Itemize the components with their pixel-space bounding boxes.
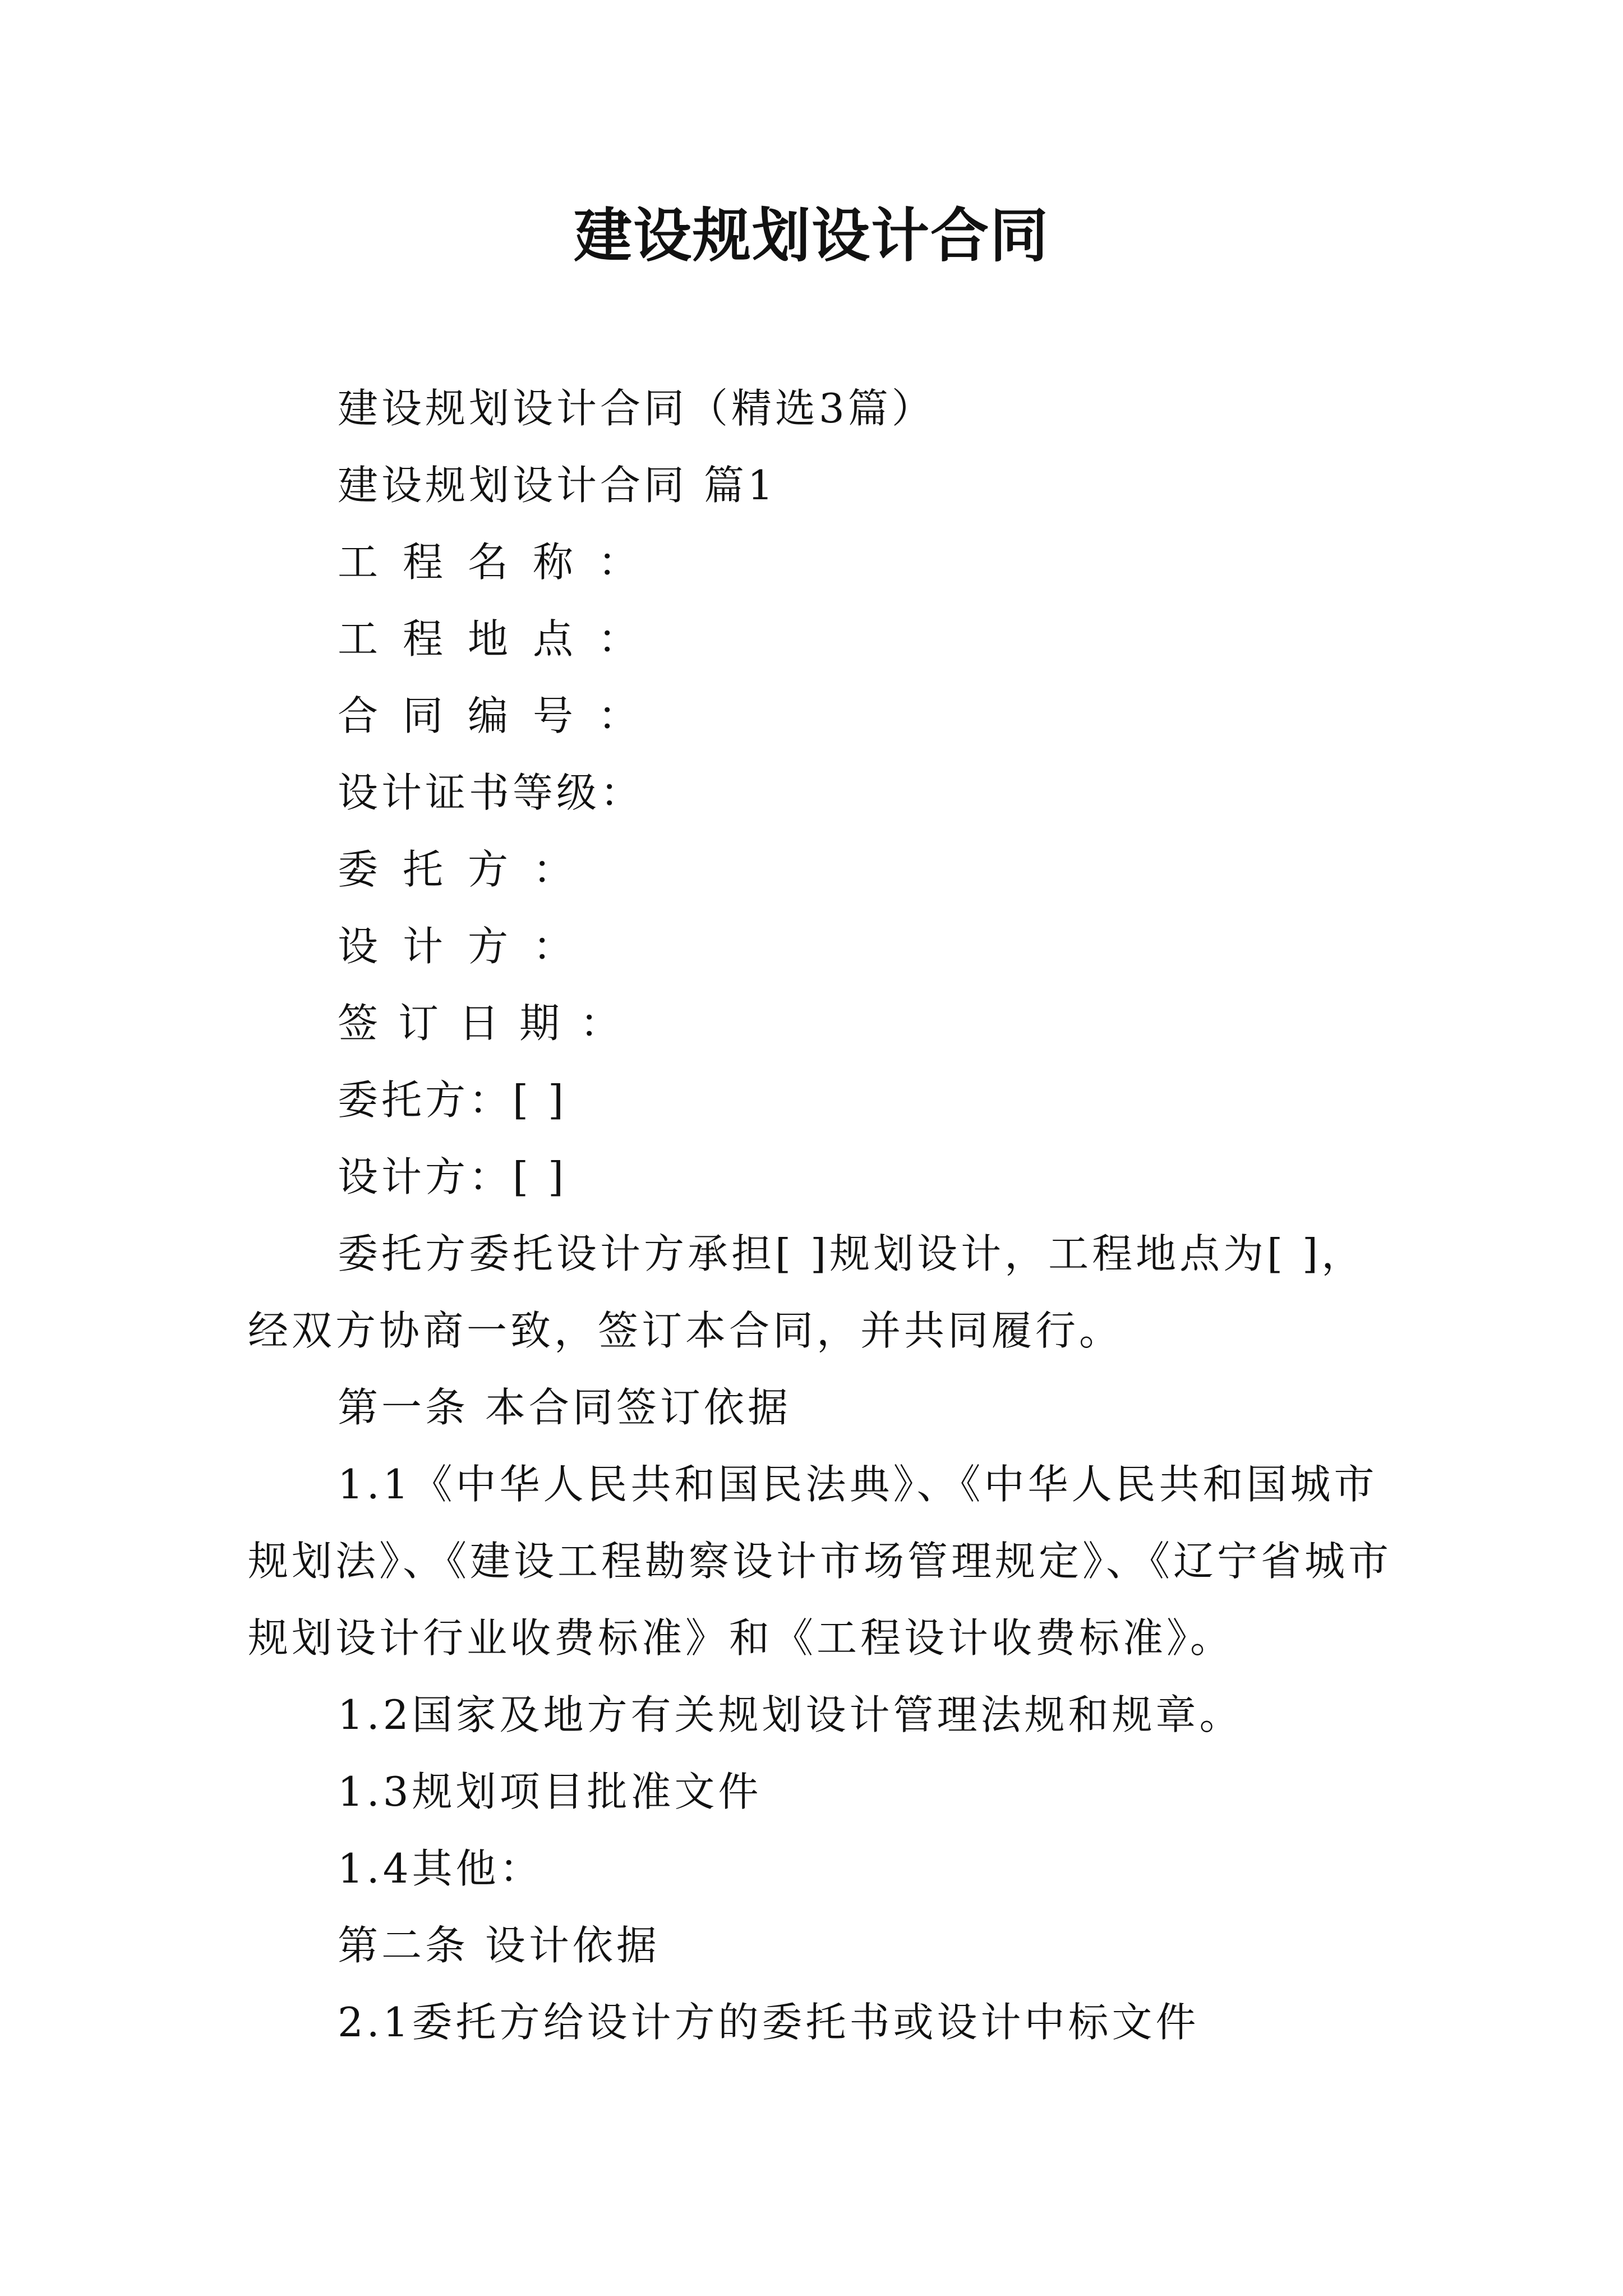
clause-1-2: 1.2国家及地方有关规划设计管理法规和规章。	[338, 1691, 1243, 1738]
article-1-heading: 第一条 本合同签订依据	[338, 1384, 791, 1431]
field-designer: 设计方：	[338, 923, 598, 970]
paragraph-intro: 委托方委托设计方承担[ ]规划设计，工程地点为[ ]，经双方协商一致，签订本合同，并共同履行。	[248, 1230, 1366, 1354]
clause-2-1: 2.1委托方给设计方的委托书或设计中标文件	[338, 1999, 1200, 2046]
field-project-location: 工程地点：	[338, 615, 663, 662]
field-client-blank: 委托方：[ ]	[338, 1076, 568, 1124]
field-certificate-level: 设计证书等级：	[338, 769, 644, 816]
paragraph-subtitle: 建设规划设计合同（精选3篇）	[338, 385, 935, 432]
clause-1-4: 1.4其他：	[338, 1845, 543, 1892]
clause-1-1: 1.1《中华人民共和国民法典》、《中华人民共和国城市规划法》、《建设工程勘察设计市场管理规定》、《辽宁省城市规划设计行业收费标准》和《工程设计收费标准》。	[248, 1461, 1393, 1662]
field-sign-date: 签订日期：	[338, 1000, 641, 1047]
field-client: 委托方：	[338, 846, 598, 893]
field-contract-number: 合同编号：	[338, 692, 663, 739]
document-title: 建设规划设计合同	[573, 201, 1049, 270]
document-body	[248, 370, 1392, 2061]
paragraph-section-heading: 建设规划设计合同 篇1	[338, 462, 777, 509]
field-project-name: 工程名称：	[338, 539, 663, 586]
article-2-heading: 第二条 设计依据	[338, 1922, 660, 1969]
field-designer-blank: 设计方：[ ]	[338, 1153, 568, 1200]
clause-1-3: 1.3规划项目批准文件	[338, 1768, 762, 1815]
